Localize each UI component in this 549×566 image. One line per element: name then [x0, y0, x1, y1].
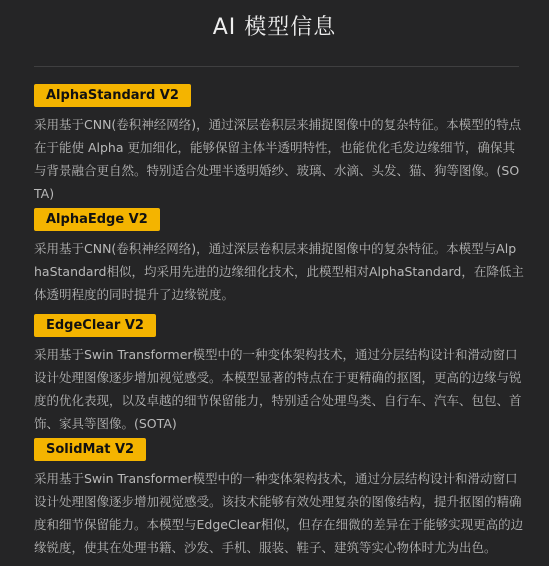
model-name-badge: EdgeClear V2 — [34, 314, 156, 337]
model-name-badge: AlphaStandard V2 — [34, 84, 191, 107]
model-card-alphastandard — [34, 84, 524, 205]
model-card-edgeclear — [34, 314, 524, 435]
model-name-badge: SolidMat V2 — [34, 438, 146, 461]
model-description: 采用基于Swin Transformer模型中的一种变体架构技术，通过分层结构设计和滑动窗口设计处理图像逐步增加视觉感受。该技术能够有效处理复杂的图像结构，提升抠图的精确度和细节保留能力。本模型与EdgeClear相似，但存在细微的差异在于能够实现更高的边缘锐度，使其在处理书籍、沙发、手机、服装、鞋子、建筑等实心物体时尤为出色。 — [34, 471, 524, 555]
model-card-alphaedge — [34, 208, 524, 306]
model-description: 采用基于CNN(卷积神经网络)，通过深层卷积层来捕捉图像中的复杂特征。本模型的特点在于能使 Alpha 更加细化，能够保留主体半透明特性，也能优化毛发边缘细节，确保其与背景融合更自然。特别适合处理半透明婚纱、玻璃、水滴、头发、猫、狗等图像。(SOTA) — [34, 117, 522, 201]
page-title: AI 模型信息 — [212, 15, 337, 40]
model-description: 采用基于Swin Transformer模型中的一种变体架构技术，通过分层结构设计和滑动窗口设计处理图像逐步增加视觉感受。本模型显著的特点在于更精确的抠图，更高的边缘与锐度的优化表现，以及卓越的细节保留能力，特别适合处理鸟类、自行车、汽车、包包、首饰、家具等图像。(SOTA) — [34, 347, 522, 431]
title-divider — [34, 66, 519, 67]
model-name-badge: AlphaEdge V2 — [34, 208, 160, 231]
model-card-solidmat — [34, 438, 524, 559]
model-description: 采用基于CNN(卷积神经网络)，通过深层卷积层来捕捉图像中的复杂特征。本模型与AlphaStandard相似，均采用先进的边缘细化技术，此模型相对AlphaStandard，在降低主体透明程度的同时提升了边缘锐度。 — [34, 241, 524, 302]
